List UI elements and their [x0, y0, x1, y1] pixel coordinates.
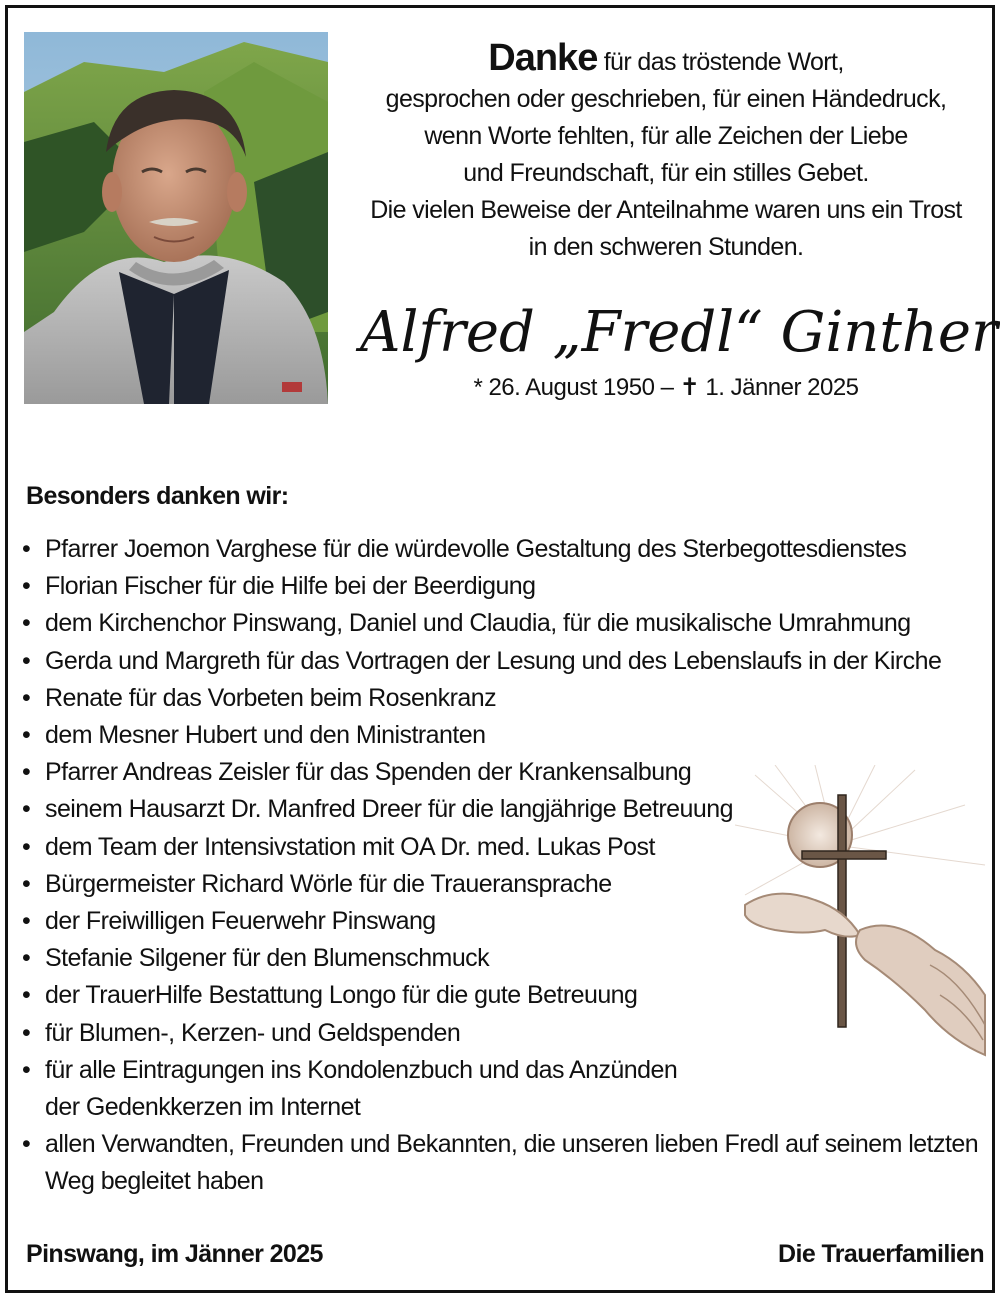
intro-line-2: gesprochen oder geschrieben, für einen Händedruck,	[385, 85, 947, 113]
bullet-icon: •	[22, 646, 31, 675]
list-item: • Pfarrer Andreas Zeisler für das Spenden der Krankensalbung	[20, 754, 975, 791]
cross-hands-illustration	[735, 765, 990, 1070]
bullet-icon: •	[22, 535, 31, 563]
life-dates: * 26. August 1950 – ✝ 1. Jänner 2025	[473, 374, 859, 401]
list-item: • Renate für das Vorbeten beim Rosenkranz	[20, 680, 975, 717]
bullet-icon: •	[22, 683, 31, 712]
bullet-icon: •	[22, 832, 31, 861]
list-item: • Gerda und Margreth für das Vortragen der Lesung und des Lebenslaufs in der Kirche	[20, 643, 975, 680]
bullet-icon: •	[22, 721, 31, 750]
bullet-icon: •	[22, 758, 31, 787]
list-item: • für alle Eintragungen ins Kondolenzbuch und das Anzünden der Gedenkkerzen im Internet	[20, 1052, 975, 1126]
portrait-photo	[24, 32, 328, 404]
bullet-icon: •	[22, 572, 31, 601]
bullet-icon: •	[22, 869, 31, 898]
list-item: • Stefanie Silgener für den Blumenschmuck	[20, 940, 975, 977]
bullet-icon: •	[22, 609, 31, 638]
bullet-icon: •	[22, 981, 31, 1010]
list-item: • Florian Fischer für die Hilfe bei der Beerdigung	[20, 568, 975, 605]
intro-text	[360, 37, 972, 266]
danke-heading: Danke	[488, 37, 598, 79]
list-item: • der Freiwilligen Feuerwehr Pinswang	[20, 903, 975, 940]
list-item: • allen Verwandten, Freunden und Bekannten, die unseren lieben Fredl auf seinem letzten Weg begleitet haben	[20, 1126, 975, 1200]
deceased-name: Alfred „Fredl“ Ginther	[360, 300, 998, 365]
intro-line-6: in den schweren Stunden.	[528, 233, 804, 261]
bullet-icon: •	[22, 1018, 31, 1047]
list-item: • Bürgermeister Richard Wörle für die Traueransprache	[20, 866, 975, 903]
list-item: • für Blumen-, Kerzen- und Geldspenden	[20, 1015, 975, 1052]
bullet-icon: •	[22, 795, 31, 824]
intro-line-3: wenn Worte fehlten, für alle Zeichen der Liebe	[424, 122, 908, 150]
list-item: • dem Mesner Hubert und den Ministranten	[20, 717, 975, 754]
list-item: • Pfarrer Joemon Varghese für die würdevolle Gestaltung des Sterbegottesdienstes	[20, 531, 975, 568]
list-item: • dem Team der Intensivstation mit OA Dr. med. Lukas Post	[20, 829, 975, 866]
list-item: • seinem Hausarzt Dr. Manfred Dreer für die langjährige Betreuung	[20, 791, 975, 828]
thanks-heading: Besonders danken wir:	[26, 482, 289, 510]
intro-line-1: Danke für das tröstende Wort,	[488, 37, 844, 79]
intro-line-5: Die vielen Beweise der Anteilnahme waren uns ein Trost	[370, 196, 962, 224]
list-item: • der TrauerHilfe Bestattung Longo für die gute Betreuung	[20, 977, 975, 1014]
intro-line-4: und Freundschaft, für ein stilles Gebet.	[463, 159, 869, 187]
signature: Die Trauerfamilien	[778, 1240, 984, 1268]
bullet-icon: •	[22, 1130, 31, 1159]
list-item: • dem Kirchenchor Pinswang, Daniel und Claudia, für die musikalische Umrahmung	[20, 605, 975, 642]
place-and-date: Pinswang, im Jänner 2025	[26, 1240, 323, 1268]
bullet-icon: •	[22, 907, 31, 936]
bullet-icon: •	[22, 944, 31, 973]
bullet-icon: •	[22, 1055, 31, 1084]
